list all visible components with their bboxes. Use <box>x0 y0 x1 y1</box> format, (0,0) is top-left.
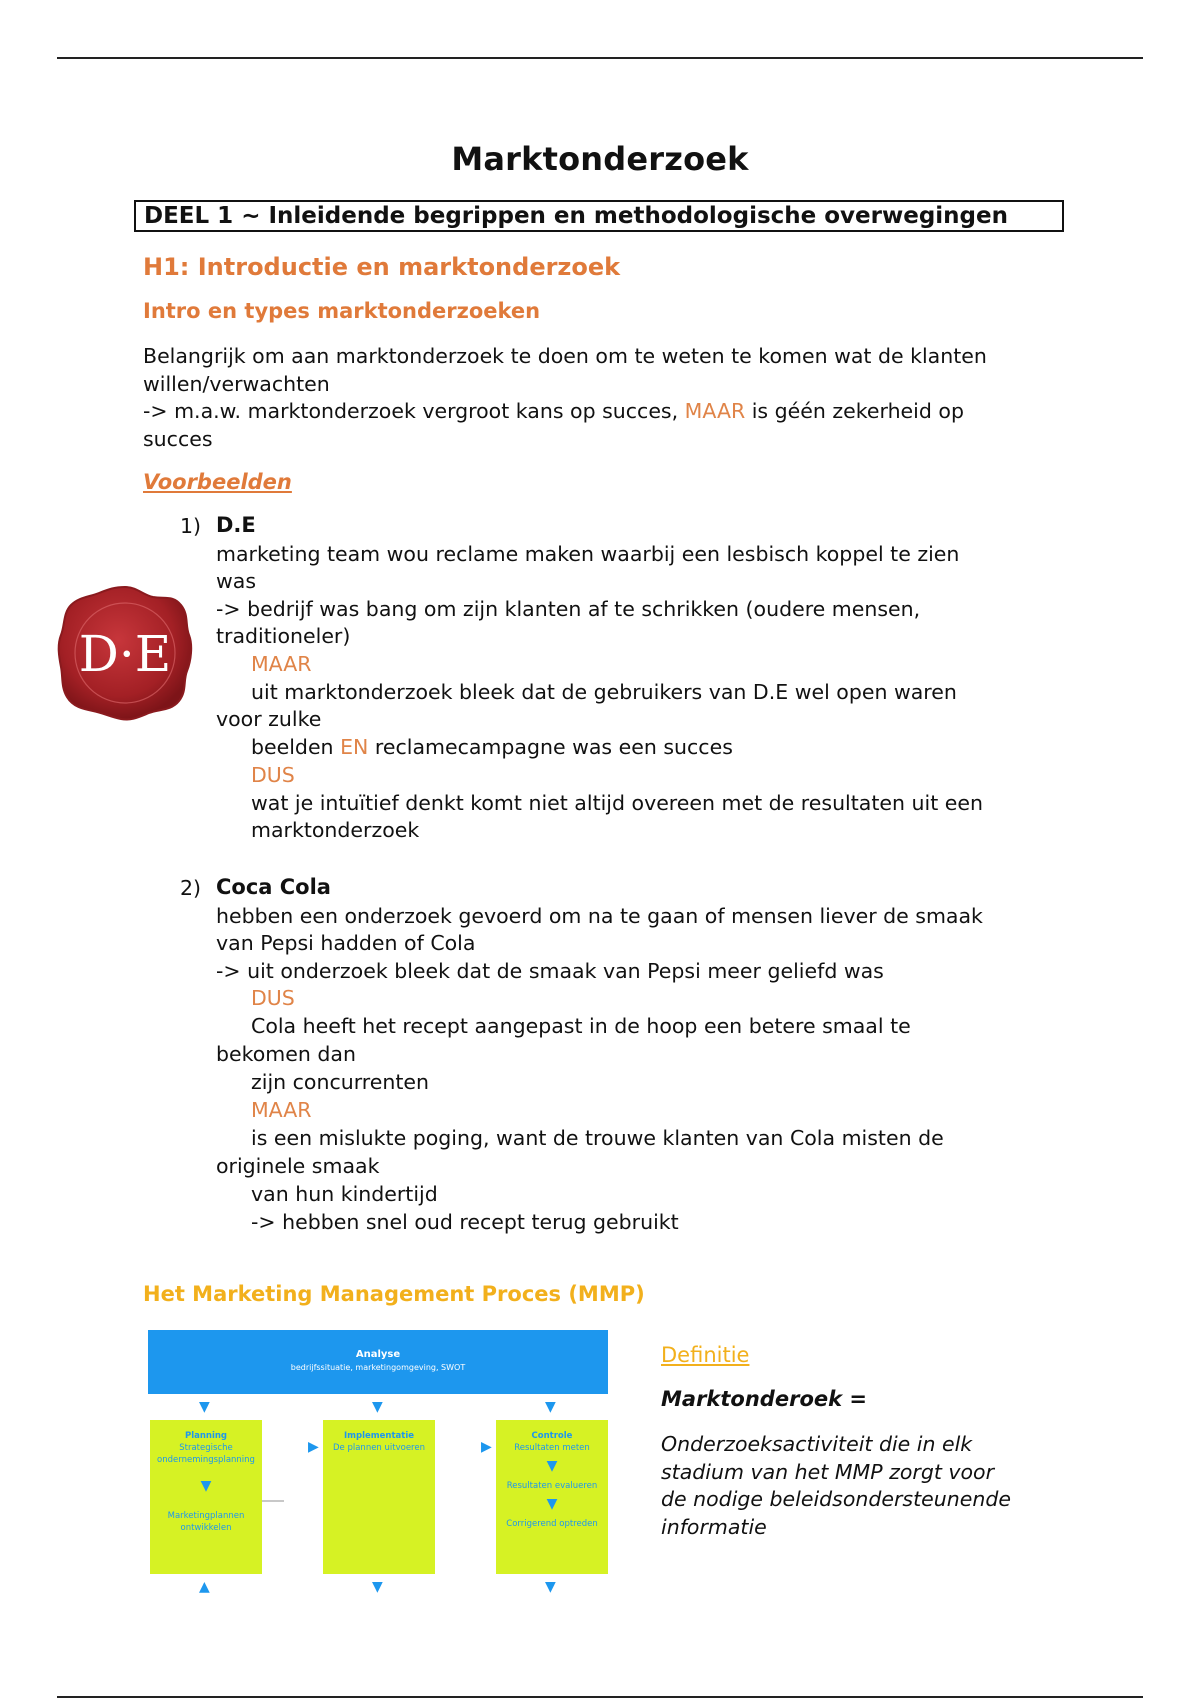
highlight-maar: MAAR <box>684 399 746 423</box>
de-logo-icon <box>55 583 195 723</box>
intro-text: is géén zekerheid op <box>745 399 964 423</box>
part-heading: DEEL 1 ~ Inleidende begrippen en methodologische overwegingen <box>134 200 1064 232</box>
diagram-label: Marketingplannen ontwikkelen <box>167 1511 245 1533</box>
arrow-right-icon: ▶ <box>308 1439 319 1455</box>
arrow-right-icon: ▶ <box>481 1439 492 1455</box>
intro-line: willen/verwachten <box>143 371 330 396</box>
diagram-label: Resultaten meten <box>514 1443 590 1453</box>
intro-text: -> m.a.w. marktonderzoek vergroot kans op succes, <box>143 399 685 423</box>
arrow-down-icon: ▼ <box>372 1399 383 1415</box>
example-line: voor zulke <box>216 707 322 731</box>
diagram-label: bedrijfssituatie, marketingomgeving, SWOT <box>290 1363 466 1372</box>
example-line: traditioneler) <box>216 624 351 648</box>
example-line: wat je intuïtief denkt komt niet altijd overeen met de resultaten uit een <box>251 791 983 815</box>
highlight-maar: MAAR <box>251 1098 312 1122</box>
example-line: van hun kindertijd <box>251 1182 438 1206</box>
example-text: beelden <box>251 735 341 759</box>
diagram-label: Controle <box>531 1431 573 1441</box>
example-line: is een mislukte poging, want de trouwe klanten van Cola misten de <box>251 1126 944 1150</box>
bottom-rule <box>57 1696 1143 1698</box>
highlight-maar: MAAR <box>251 652 312 676</box>
chapter-heading: H1: Introductie en marktonderzoek <box>143 253 621 281</box>
diagram-label: Strategische ondernemingsplanning <box>157 1443 255 1465</box>
example-line: uit marktonderzoek bleek dat de gebruikers van D.E wel open waren <box>251 680 957 704</box>
definition-term: Marktonderoek = <box>661 1387 867 1411</box>
example-line <box>251 734 733 762</box>
arrow-down-icon: ▼ <box>372 1579 383 1595</box>
arrow-down-icon: ▼ <box>546 1496 558 1512</box>
arrow-down-icon: ▼ <box>199 1399 210 1415</box>
definition-line: de nodige beleidsondersteunende <box>661 1487 1011 1511</box>
intro-line: Belangrijk om aan marktonderzoek te doen om te weten te komen wat de klanten <box>143 344 987 368</box>
example-line: marktonderzoek <box>251 818 420 842</box>
diagram-controle-box <box>496 1420 608 1574</box>
example-title: Coca Cola <box>216 875 331 899</box>
intro-line: succes <box>143 426 213 451</box>
example-line: Cola heeft het recept aangepast in de hoop een betere smaal te <box>251 1014 911 1038</box>
example-line: marketing team wou reclame maken waarbij een lesbisch koppel te zien <box>216 542 960 566</box>
diagram-label: Implementatie <box>344 1431 414 1441</box>
mmp-heading: Het Marketing Management Proces (MMP) <box>143 1282 645 1306</box>
definition-label: Definitie <box>661 1343 750 1367</box>
arrow-down-icon: ▼ <box>545 1399 556 1415</box>
top-rule <box>57 57 1143 59</box>
intro-paragraph <box>143 343 1063 453</box>
arrow-down-icon: ▼ <box>200 1478 212 1494</box>
example-line: hebben een onderzoek gevoerd om na te gaan of mensen liever de smaak <box>216 904 983 928</box>
diagram-label: De plannen uitvoeren <box>332 1443 425 1453</box>
example-line: van Pepsi hadden of Cola <box>216 931 476 955</box>
diagram-planning-box <box>150 1420 262 1574</box>
intro-line <box>143 398 1063 426</box>
arrow-down-icon: ▼ <box>545 1579 556 1595</box>
example-line: bekomen dan <box>216 1042 356 1066</box>
diagram-label: Corrigerend optreden <box>506 1519 598 1529</box>
diagram-implementatie-box <box>323 1420 435 1574</box>
diagram-label: Analyse <box>355 1349 401 1360</box>
diagram-connector <box>262 1500 284 1502</box>
logo-lettering: D·E <box>78 625 172 683</box>
examples-heading: Voorbeelden <box>143 470 292 494</box>
example-line: -> uit onderzoek bleek dat de smaak van Pepsi meer geliefd was <box>216 959 884 983</box>
highlight-en: EN <box>340 735 369 759</box>
example-line: -> hebben snel oud recept terug gebruikt <box>251 1210 679 1234</box>
diagram-label: Planning <box>184 1431 228 1441</box>
definition-text <box>661 1431 1081 1541</box>
highlight-dus: DUS <box>251 986 295 1010</box>
arrow-down-icon: ▼ <box>546 1458 558 1474</box>
example-line: was <box>216 569 257 593</box>
page-title: Marktonderzoek <box>451 140 749 178</box>
example-line: -> bedrijf was bang om zijn klanten af te schrikken (oudere mensen, <box>216 597 921 621</box>
example-number: 2) <box>180 876 202 900</box>
example-title: D.E <box>216 513 256 537</box>
example-line: originele smaak <box>216 1154 380 1178</box>
section-heading: Intro en types marktonderzoeken <box>143 299 541 323</box>
example-text: reclamecampagne was een succes <box>368 735 733 759</box>
example-line: zijn concurrenten <box>251 1070 430 1094</box>
arrow-up-icon: ▲ <box>199 1579 210 1595</box>
definition-line: stadium van het MMP zorgt voor <box>661 1459 995 1484</box>
diagram-label: Resultaten evalueren <box>506 1481 598 1491</box>
highlight-dus: DUS <box>251 763 295 787</box>
definition-line: Onderzoeksactiviteit die in elk <box>661 1432 973 1456</box>
definition-line: informatie <box>661 1514 767 1539</box>
mmp-diagram <box>148 1330 608 1600</box>
diagram-analyse-bar <box>148 1330 608 1394</box>
example-number: 1) <box>180 514 202 538</box>
